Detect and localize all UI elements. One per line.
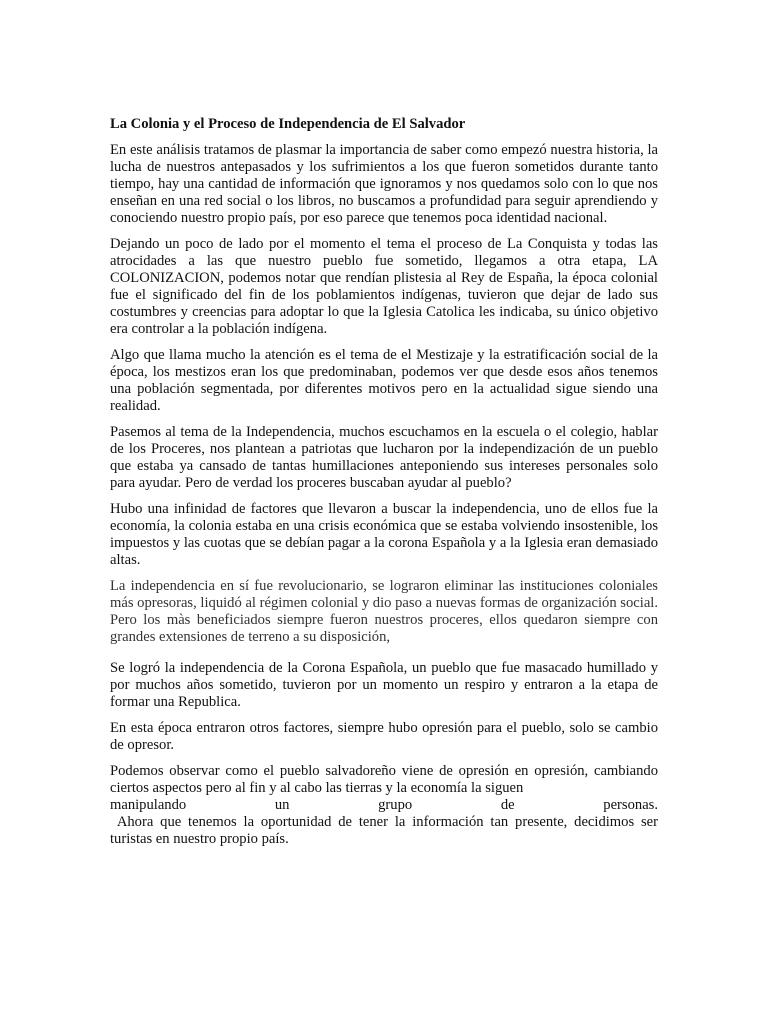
document-title: La Colonia y el Proceso de Independencia de El Salvador (110, 116, 466, 132)
paragraph-colonization: Dejando un poco de lado por el momento el tema el proceso de La Conquista y todas las atrocidades a las que nuestro pueblo fue sometido, llegamos a otra etapa, LA COLONIZACION, podemos notar que rendían plistesia al Rey de España, la época colonial fue el significado del fin de los poblamientos indígenas, tuvieron que dejar de lado sus costumbres y creencias para adoptar lo que la Iglesia Catolica les indicaba, su único objetivo era controlar a la población indígena. (110, 236, 658, 337)
paragraph-oppression: En esta época entraron otros factores, siempre hubo opresión para el pueblo, solo se cambio de opresor. (110, 720, 658, 753)
document-body (110, 116, 662, 857)
paragraph-intro: En este análisis tratamos de plasmar la importancia de saber como empezó nuestra historia, la lucha de nuestros antepasados y los sufrimientos a los que fueron sometidos durante tanto tiempo, hay una cantidad de información que ignoramos y nos quedamos solo con lo que nos enseñan en una red social o los libros, no buscamos a profundidad para seguir aprendiendo y conociendo nuestro propio país, por eso parece que tenemos poca identidad nacional. (110, 142, 658, 226)
paragraph-revolution: La independencia en sí fue revolucionario, se lograron eliminar las instituciones coloniales más opresoras, liquidó al régimen colonial y dio paso a nuevas formas de organización social. Pero los màs beneficiados siempre fueron nuestros proceres, ellos quedaron siempre con grandes extensiones de terreno a su disposición, (110, 578, 658, 645)
conclusion-line: Ahora que tenemos la oportunidad de tener la información tan presente, decidimos ser turistas en nuestro propio país. (110, 814, 662, 847)
paragraph-factors: Hubo una infinidad de factores que llevaron a buscar la independencia, uno de ellos fue la economía, la colonia estaba en una crisis económica que se estaba volviendo insostenible, los impuestos y las cuotas que se debían pagar a la corona Española y a la Iglesia eran demasiado altas. (110, 501, 658, 568)
conclusion-line: manipulando un grupo de personas. (110, 797, 658, 813)
paragraph-republic: Se logró la independencia de la Corona Española, un pueblo que fue masacado humillado y por muchos años sometido, tuvieron por un momento un respiro y entraron a la etapa de formar una Republica. (110, 660, 658, 710)
paragraph-independence: Pasemos al tema de la Independencia, muchos escuchamos en la escuela o el colegio, hablar de los Proceres, nos plantean a patriotas que lucharon por la independización de un pueblo que estaba ya cansado de tantas humillaciones anteponiendo sus intereses personales solo para ayudar. Pero de verdad los proceres buscaban ayudar al pueblo? (110, 424, 658, 491)
paragraph-conclusion (110, 763, 662, 848)
paragraph-mestizaje: Algo que llama mucho la atención es el tema de el Mestizaje y la estratificación social de la época, los mestizos eran los que predominaban, podemos ver que desde esos años tenemos una población segmentada, por diferentes motivos pero en la actualidad sigue siendo una realidad. (110, 347, 658, 414)
conclusion-line: Podemos observar como el pueblo salvadoreño viene de opresión en opresión, cambiando ciertos aspectos pero al fin y al cabo las tierras y la economía la siguen (110, 763, 658, 796)
